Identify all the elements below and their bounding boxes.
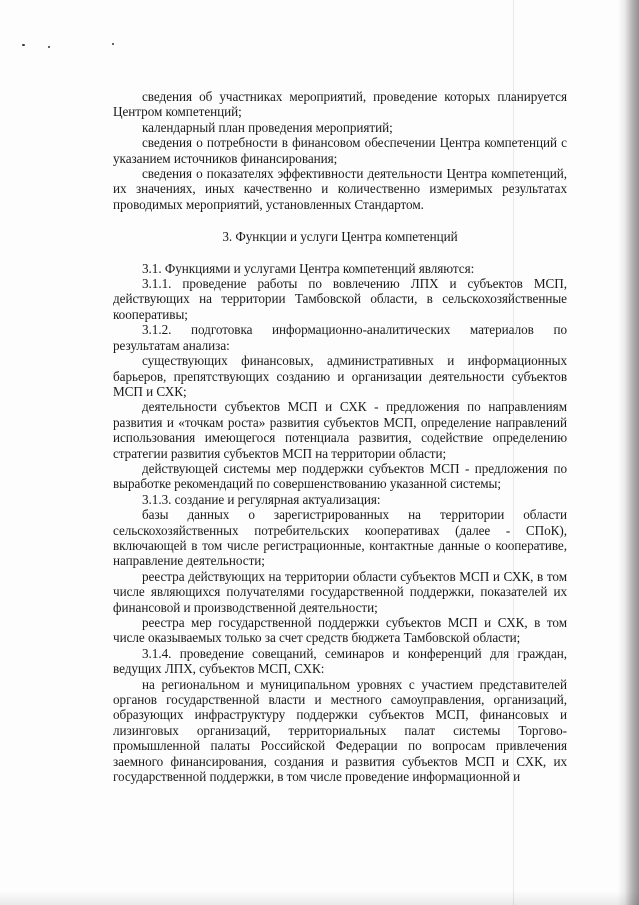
scan-speck	[48, 46, 50, 48]
paragraph: реестра мер государственной поддержки субъектов МСП и СХК, в том числе оказываемых только за счет средств бюджета Тамбовской области;	[113, 615, 567, 646]
paragraph: 3.1.1. проведение работы по вовлечению ЛПХ и субъектов МСП, действующих на территории Тамбовской области, в сельскохозяйственные кооперативы;	[113, 276, 567, 322]
paragraph: базы данных о зарегистрированных на территории области сельскохозяйственных потребительских кооперативах (далее - СПоК), включающей в том числе регистрационные, контактные данные о кооперативе, направление деятельности;	[113, 507, 567, 569]
page-bottom-shadow	[0, 891, 639, 905]
paragraph: 3.1.2. подготовка информационно-аналитических материалов по результатам анализа:	[113, 322, 567, 353]
paragraph: реестра действующих на территории области субъектов МСП и СХК, в том числе являющихся получателями государственной поддержки, показателей их финансовой и производственной деятельности;	[113, 568, 567, 615]
paragraph: на региональном и муниципальном уровнях с участием представителей органов государственной власти и местного самоуправления, организаций, образующих инфраструктуру поддержки субъектов МСП, финансовых и лизинговых организаций, территориальных палат системы Торгово-промышленной палаты Российской Федерации по вопросам привлечения заемного финансирования, создания и развития субъектов МСП и СХК, их государственной поддержки, в том числе проведение информационной и	[113, 676, 567, 785]
document-body	[113, 89, 567, 784]
paragraph: существующих финансовых, административных и информационных барьеров, препятствующих созданию и организации деятельности субъектов МСП и СХК;	[113, 353, 567, 399]
paragraph: сведения о показателях эффективности деятельности Центра компетенций, их значениях, иных качественно и количественно измеримых результатах проводимых мероприятий, установленных Стандартом.	[113, 166, 567, 212]
paragraph: 3.1. Функциями и услугами Центра компетенций являются:	[142, 260, 475, 276]
paragraph: сведения об участниках мероприятий, проведение которых планируется Центром компетенций;	[113, 89, 567, 120]
paragraph: сведения о потребности в финансовом обеспечении Центра компетенций с указанием источников финансирования;	[113, 135, 567, 166]
paragraph: действующей системы мер поддержки субъектов МСП - предложения по выработке рекомендаций по совершенствованию указанной системы;	[113, 460, 567, 492]
section-heading: 3. Функции и услуги Центра компетенций	[222, 229, 458, 245]
scan-speck	[22, 44, 25, 46]
paragraph: 3.1.3. создание и регулярная актуализация:	[142, 491, 381, 507]
paragraph: 3.1.4. проведение совещаний, семинаров и конференций для граждан, ведущих ЛПХ, субъектов МСП, СХК:	[113, 645, 567, 677]
paragraph: календарный план проведения мероприятий;	[142, 119, 393, 135]
page-edge-shadow	[617, 0, 639, 905]
scan-speck	[112, 43, 114, 45]
paragraph: деятельности субъектов МСП и СХК - предложения по направлениям развития и «точкам роста» развития субъектов МСП, определение направлений использования имеющегося потенциала развития, содействие определению стратегии развития субъектов МСП на территории области;	[113, 399, 567, 461]
